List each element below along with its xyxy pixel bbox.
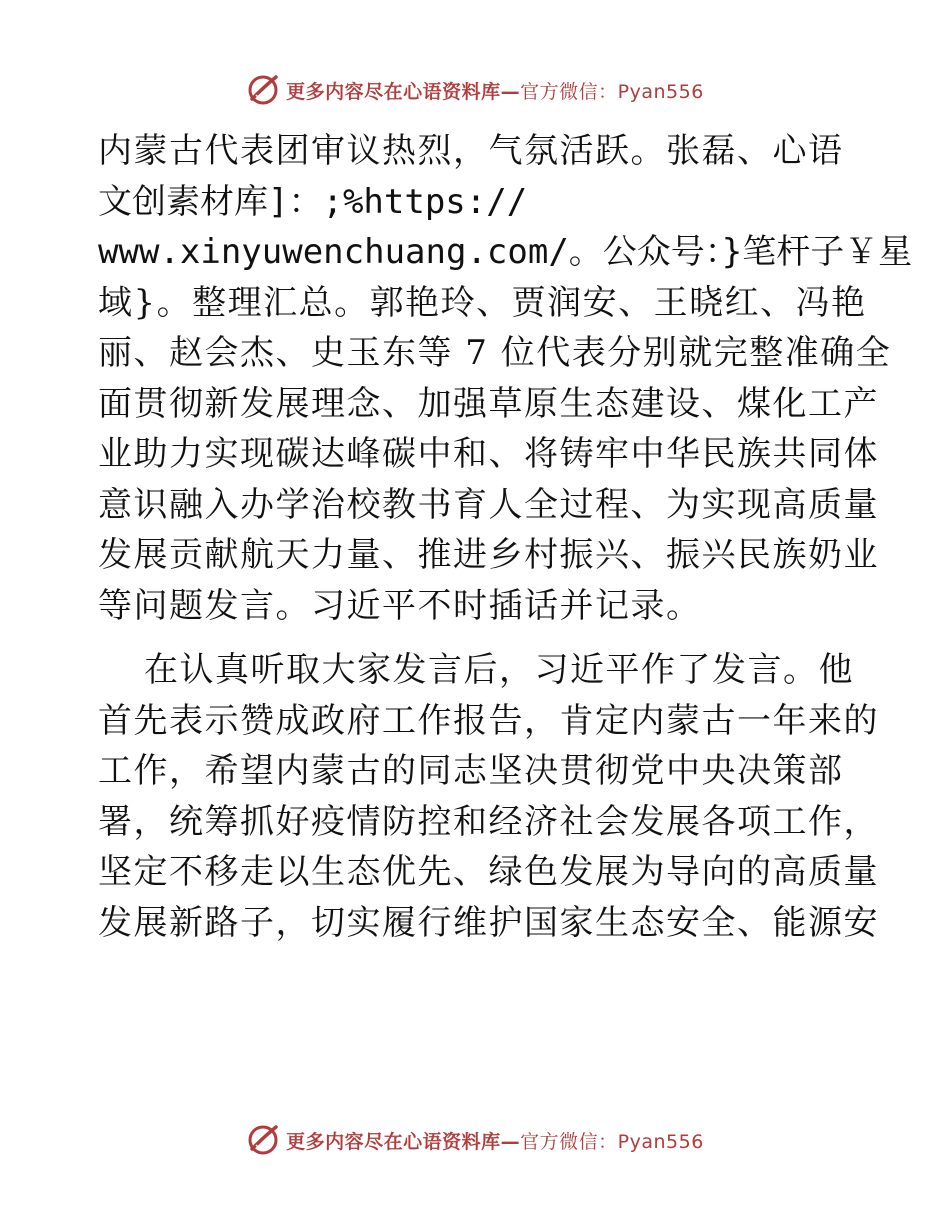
footer-banner-wechat: 官方微信：Pyan556: [520, 1130, 704, 1153]
text-line: 文创素材库]：;%https://: [98, 181, 528, 222]
text-line: 等问题发言。习近平不时插话并记录。: [98, 585, 702, 626]
text-line: 在认真听取大家发言后，习近平作了发言。他: [144, 650, 854, 690]
text-line: 首先表示赞成政府工作报告，肯定内蒙古一年来的: [98, 700, 879, 741]
text-line: 工作，希望内蒙古的同志坚决贯彻党中央决策部: [98, 751, 844, 791]
text-line: 意识融入办学治校教书育人全过程、为实现高质量: [98, 484, 879, 525]
paragraph-2: [98, 645, 879, 948]
header-banner-main: 更多内容尽在心语资料库—: [286, 80, 521, 103]
header-banner-wechat: 官方微信：Pyan556: [520, 80, 704, 103]
paragraph-1: [98, 126, 913, 631]
footer-banner-text: [286, 1127, 704, 1154]
pen-swirl-logo-icon: [246, 73, 280, 107]
text-line: www.xinyuwenchuang.com/。公众号：}笔杆子￥星: [98, 232, 913, 272]
paragraph-spacer: [98, 631, 850, 645]
pen-swirl-logo-icon: [246, 1123, 280, 1157]
footer-banner: [0, 1120, 950, 1160]
header-banner: [0, 70, 950, 110]
text-line: 发展贡献航天力量、推进乡村振兴、振兴民族奶业: [98, 535, 879, 575]
text-line: 内蒙古代表团审议热烈，气氛活跃。张磊、心语: [98, 131, 844, 171]
text-line: 面贯彻新发展理念、加强草原生态建设、煤化工产: [98, 383, 879, 424]
text-line: 发展新路子，切实履行维护国家生态安全、能源安: [98, 902, 879, 943]
footer-banner-main: 更多内容尽在心语资料库—: [286, 1130, 521, 1153]
text-line: 业助力实现碳达峰碳中和、将铸牢中华民族共同体: [98, 434, 879, 474]
document-body: [98, 126, 913, 948]
text-line: 域}。整理汇总。郭艳玲、贾润安、王晓红、冯艳: [98, 282, 867, 323]
text-line: 坚定不移走以生态优先、绿色发展为导向的高质量: [98, 852, 879, 892]
header-banner-text: [286, 77, 704, 104]
text-line: 丽、赵会杰、史玉东等 7 位代表分别就完整准确全: [98, 333, 892, 373]
text-line: 署，统筹抓好疫情防控和经济社会发展各项工作，: [98, 801, 879, 842]
